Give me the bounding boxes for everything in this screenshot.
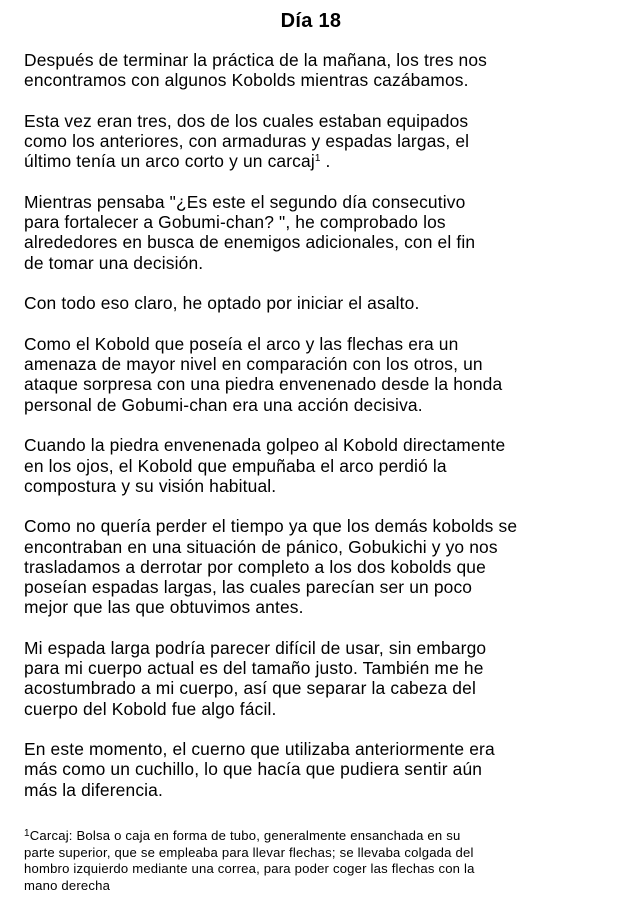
- footnote-text: Carcaj: Bolsa o caja en forma de tubo, generalmente ensanchada en su: [29, 828, 461, 843]
- text-line: en los ojos, el Kobold que empuñaba el arco perdió la: [24, 455, 447, 476]
- paragraph-2: [24, 111, 614, 172]
- text-line: alrededores en busca de enemigos adicionales, con el fin: [24, 232, 476, 253]
- footnote-line: hombro izquierdo mediante una correa, para poder coger las flechas con la: [24, 861, 475, 877]
- text-line: compostura y su visión habitual.: [24, 475, 277, 496]
- footnote-marker: 1: [24, 828, 30, 839]
- text-line: Después de terminar la práctica de la mañana, los tres nos: [24, 50, 488, 70]
- paragraph-6: [24, 435, 614, 496]
- text-line: En este momento, el cuerno que utilizaba anteriormente era: [24, 739, 495, 760]
- footnote-line: parte superior, que se empleaba para llevar flechas; se llevaba colgada del: [24, 844, 474, 860]
- footnote-line: [24, 828, 616, 845]
- text-line: amenaza de mayor nivel en comparación con los otros, un: [24, 354, 483, 375]
- text-line: encontraban en una situación de pánico, Gobukichi y yo nos: [24, 536, 498, 557]
- text-line: para mi cuerpo actual es del tamaño justo. También me he: [24, 658, 484, 679]
- text-segment: último tenía un arco corto y un carcaj: [24, 151, 315, 172]
- text-line: Cuando la piedra envenenada golpeo al Kobold directamente: [24, 435, 506, 456]
- paragraph-5: [24, 334, 614, 415]
- footnote: [24, 828, 616, 894]
- text-line: más como un cuchillo, lo que hacía que pudiera sentir aún: [24, 759, 483, 780]
- text-line-with-footnote: [24, 151, 614, 171]
- text-line: cuerpo del Kobold fue algo fácil.: [24, 698, 277, 719]
- paragraph-3: [24, 192, 614, 273]
- text-line: Mi espada larga podría parecer difícil de usar, sin embargo: [24, 637, 487, 658]
- paragraph-9: [24, 739, 614, 800]
- paragraph-1: [24, 50, 614, 90]
- text-line: trasladamos a derrotar por completo a los dos kobolds que: [24, 556, 486, 577]
- text-line: acostumbrado a mi cuerpo, así que separar la cabeza del: [24, 678, 476, 699]
- text-line: para fortalecer a Gobumi-chan? ", he comprobado los: [24, 212, 446, 233]
- text-line: ataque sorpresa con una piedra envenenado desde la honda: [24, 374, 503, 395]
- footnote-reference: 1: [314, 153, 321, 165]
- text-line: de tomar una decisión.: [24, 252, 204, 273]
- text-line: poseían espadas largas, las cuales parecían ser un poco: [24, 577, 473, 598]
- text-line: como los anteriores, con armaduras y espadas largas, el: [24, 131, 470, 152]
- text-line: Como no quería perder el tiempo ya que los demás kobolds se: [24, 516, 518, 537]
- text-line: encontramos con algunos Kobolds mientras cazábamos.: [24, 70, 469, 91]
- text-line: Con todo eso claro, he optado por iniciar el asalto.: [24, 293, 420, 314]
- text-line: Como el Kobold que poseía el arco y las flechas era un: [24, 334, 459, 355]
- text-line: mejor que las que obtuvimos antes.: [24, 597, 304, 618]
- chapter-body: [24, 50, 614, 820]
- text-line: Mientras pensaba "¿Es este el segundo día consecutivo: [24, 192, 466, 213]
- paragraph-7: [24, 516, 614, 617]
- text-segment: .: [320, 151, 331, 172]
- footnote-line: mano derecha: [24, 877, 111, 893]
- paragraph-8: [24, 638, 614, 719]
- text-line: más la diferencia.: [24, 779, 163, 800]
- paragraph-4: [24, 293, 614, 313]
- text-line: personal de Gobumi-chan era una acción decisiva.: [24, 394, 423, 415]
- page-title: Día 18: [280, 10, 342, 32]
- text-line: Esta vez eran tres, dos de los cuales estaban equipados: [24, 110, 469, 131]
